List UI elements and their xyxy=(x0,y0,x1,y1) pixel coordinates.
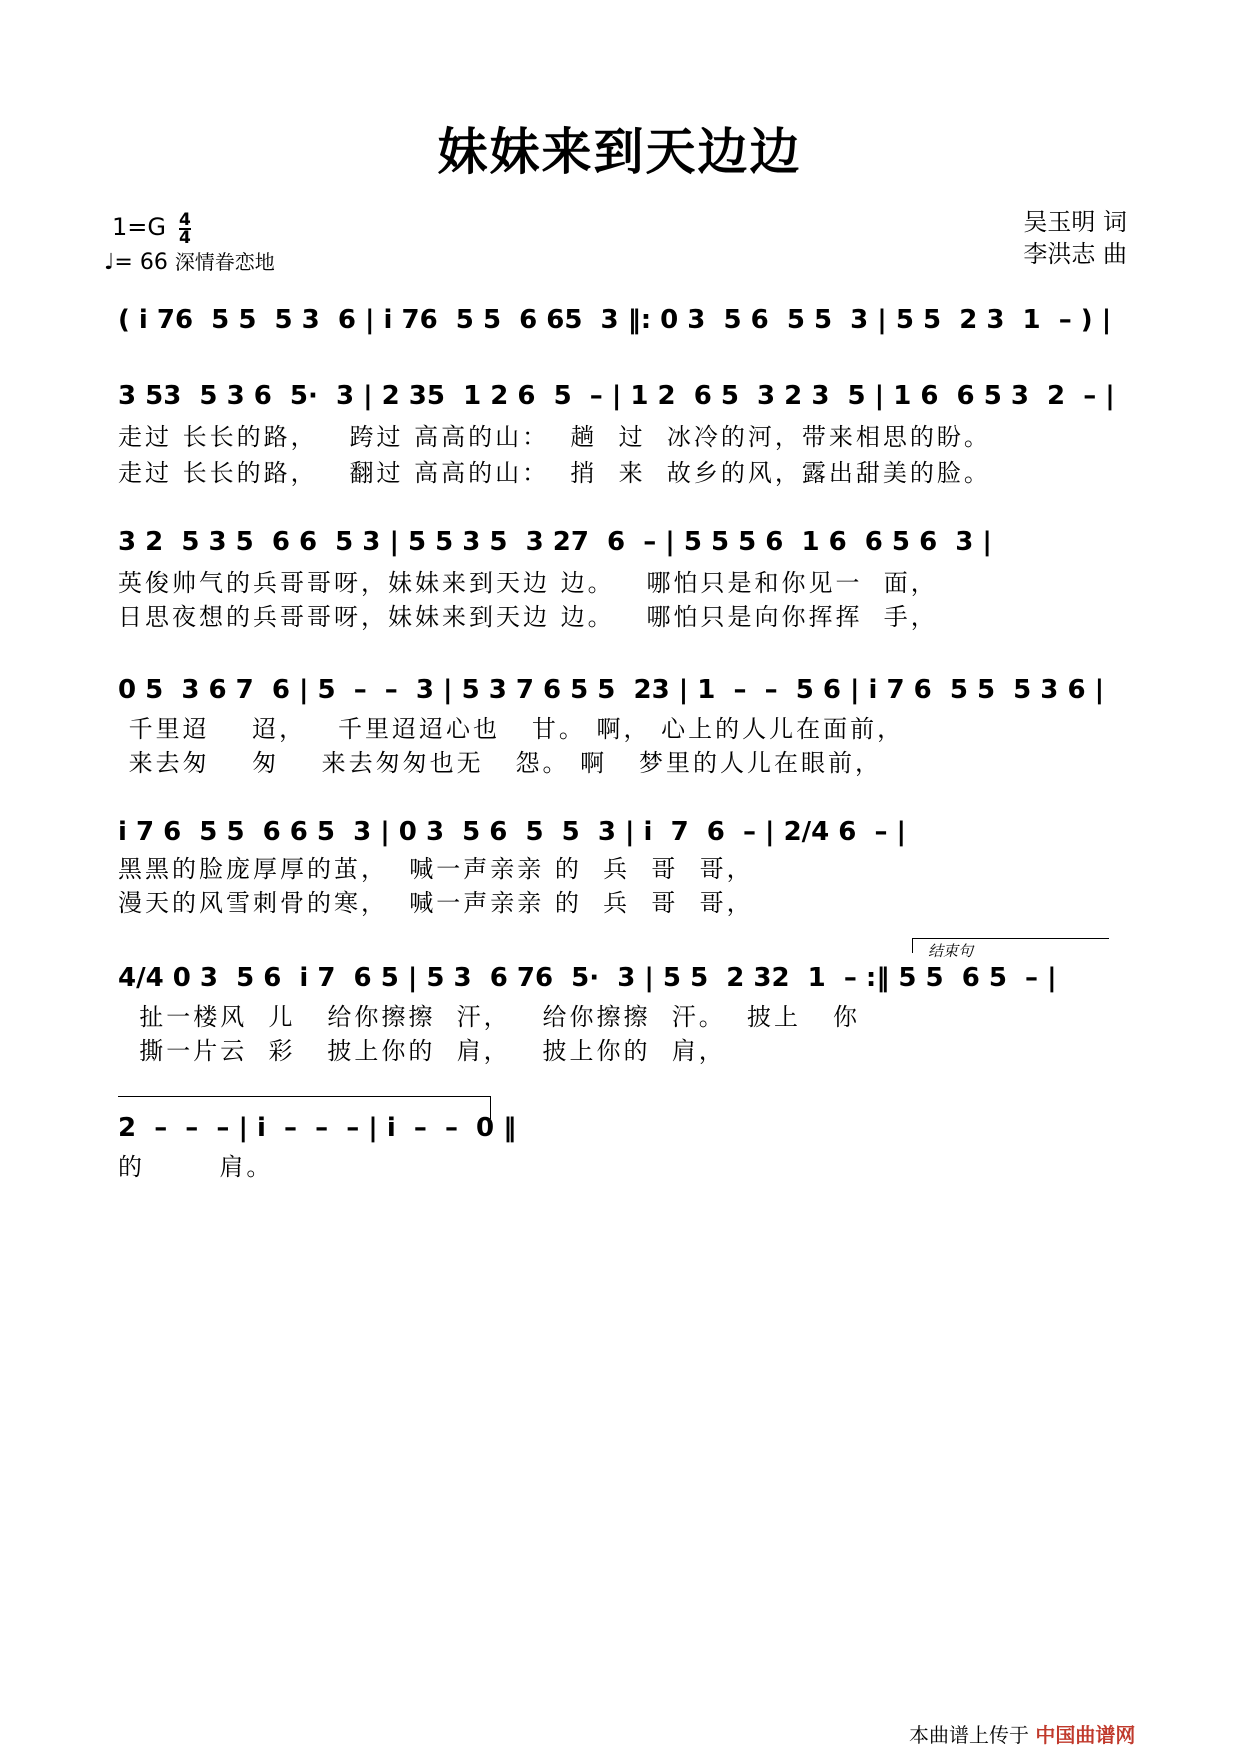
tempo-block xyxy=(104,246,275,275)
lyric-verse-2: 走过 长长的路， 翻过 高高的山： 捎 来 故乡的风，露出甜美的脸。 xyxy=(118,459,991,487)
ending-label: 结束句 xyxy=(928,942,974,960)
notation-row: ( i 76 5 5 5 3 6 | i 76 5 5 6 65 3 ‖: 0 3 5 6 5 5 3 | 5 5 2 3 1 – ) | xyxy=(118,305,1112,335)
lyric-verse-2: 来去匆 匆 来去匆匆也无 怨。 啊 梦里的人儿在眼前， xyxy=(118,749,883,777)
lyric-verse-1: 扯一楼风 儿 给你擦擦 汗， 给你擦擦 汗。 披上 你 xyxy=(118,1003,860,1031)
lyric-verse-2: 撕一片云 彩 披上你的 肩， 披上你的 肩， xyxy=(118,1037,726,1065)
lyric-verse-2: 日思夜想的兵哥哥呀，妹妹来到天边 边。 哪怕只是向你挥挥 手， xyxy=(118,603,938,631)
lyric-verse-1: 英俊帅气的兵哥哥呀，妹妹来到天边 边。 哪怕只是和你见一 面， xyxy=(118,569,938,597)
lyric-verse-2: 漫天的风雪刺骨的寒， 喊一声亲亲 的 兵 哥 哥， xyxy=(118,889,754,917)
lyric-verse-1: 走过 长长的路， 跨过 高高的山： 趟 过 冰冷的河，带来相思的盼。 xyxy=(118,423,991,451)
lyric-verse-1: 黑黑的脸庞厚厚的茧， 喊一声亲亲 的 兵 哥 哥， xyxy=(118,855,754,883)
time-signature-top: 4 xyxy=(178,210,191,230)
notation-row: 4/4 0 3 5 6 i 7 6 5 | 5 3 6 76 5· 3 | 5 5 2 32 1 – :‖ 5 5 6 5 – | xyxy=(118,963,1057,993)
composer-credit: 李洪志 曲 xyxy=(1023,240,1127,268)
key-signature: 1=G xyxy=(112,213,166,241)
notation-row: 2 – – – | i – – – | i – – 0 ‖ xyxy=(118,1113,517,1143)
quarter-note-icon: ♩ xyxy=(104,250,115,275)
key-block xyxy=(112,212,191,246)
tempo-value: = 66 xyxy=(114,250,168,275)
notation-row: 0 5 3 6 7 6 | 5 – – 3 | 5 3 7 6 5 5 23 | 1 – – 5 6 | i 7 6 5 5 5 3 6 | xyxy=(118,675,1105,705)
lyric-verse-1: 千里迢 迢， 千里迢迢心也 甘。 啊， 心上的人儿在面前， xyxy=(118,715,905,743)
tempo-marking: 深情眷恋地 xyxy=(174,250,275,274)
song-title: 妹妹来到天边边 xyxy=(437,123,802,181)
lyricist-credit: 吴玉明 词 xyxy=(1023,208,1127,236)
footer-watermark xyxy=(909,1719,1239,1748)
notation-row: 3 2 5 3 5 6 6 5 3 | 5 5 3 5 3 27 6 – | 5 5 5 6 1 6 6 5 6 3 | xyxy=(118,527,992,557)
footer-text: 本曲谱上传于 xyxy=(909,1723,1029,1747)
footer-brand: 中国曲谱网 xyxy=(1035,1723,1136,1747)
time-signature xyxy=(179,212,191,246)
time-signature-bottom: 4 xyxy=(178,228,191,248)
notation-row: 3 53 5 3 6 5· 3 | 2 35 1 2 6 5 – | 1 2 6 5 3 2 3 5 | 1 6 6 5 3 2 – | xyxy=(118,381,1115,411)
notation-row: i 7 6 5 5 6 6 5 3 | 0 3 5 6 5 5 3 | i 7 6 – | 2/4 6 – | xyxy=(118,817,907,847)
lyric-verse-1: 的 肩。 xyxy=(118,1153,274,1181)
